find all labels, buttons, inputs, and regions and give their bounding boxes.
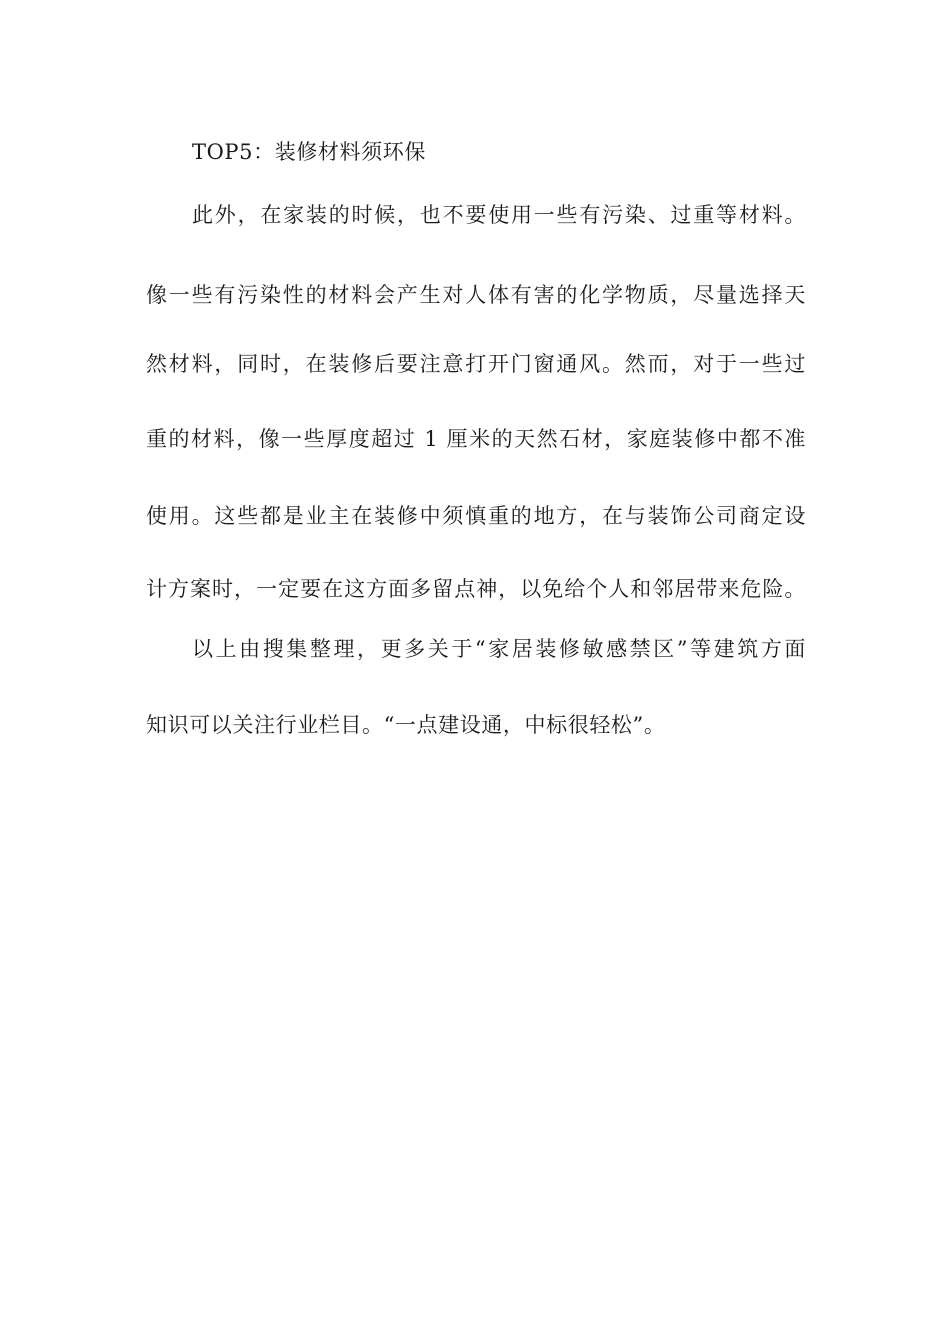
- paragraph-1-line-4: 重的材料，像一些厚度超过 1 厘米的天然石材，家庭装修中都不准: [146, 427, 806, 451]
- paragraph-2-line-1: 以上由搜集整理，更多关于“家居装修敏感禁区”等建筑方面: [192, 637, 806, 661]
- paragraph-1-line-1: 此外，在家装的时候，也不要使用一些有污染、过重等材料。: [192, 203, 806, 227]
- paragraph-2-line-2: 知识可以关注行业栏目。“一点建设通，中标很轻松”。: [146, 713, 666, 737]
- paragraph-1-line-6: 计方案时，一定要在这方面多留点神，以免给个人和邻居带来危险。: [146, 577, 806, 601]
- paragraph-1-line-2: 像一些有污染性的材料会产生对人体有害的化学物质，尽量选择天: [146, 283, 806, 307]
- paragraph-1-line-5: 使用。这些都是业主在装修中须慎重的地方，在与装饰公司商定设: [146, 504, 806, 528]
- paragraph-1-line-3: 然材料，同时，在装修后要注意打开门窗通风。然而，对于一些过: [146, 352, 806, 376]
- section-heading: TOP5：装修材料须环保: [192, 140, 426, 164]
